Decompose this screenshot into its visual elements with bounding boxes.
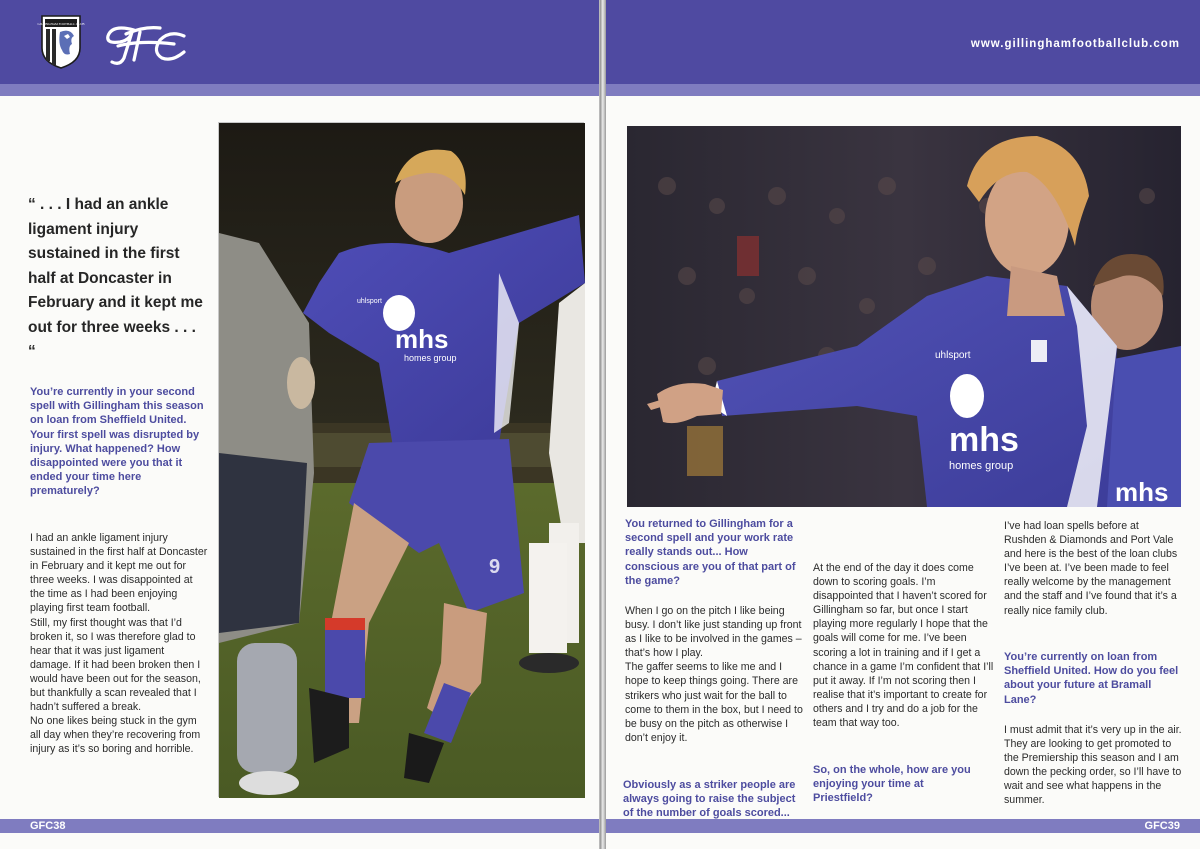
answer-5: I must admit that it’s very up in the air. They are looking to get promoted to the Premiership this season and I am down the pecking order, so I’ll have to wait and see what happens in the summer.: [1004, 724, 1182, 807]
footer-band: [606, 819, 1200, 833]
question-1: You’re currently in your second spell with Gillingham this season on loan from Sheffield United. Your first spell was disrupted by injury. What happened? How disappointed were you that it ended your time here prematurely?: [30, 386, 204, 498]
answer-3: At the end of the day it does come down to scoring goals. I’m disappointed that I haven’t scored for Gillingham so far, but once I start playing more regularly I hope that the goals will come for me. I’ve been scoring a lot in training and if I get a chance in a game I’m confident that I’ll put it away. If I’m not scoring then I realise that it’s important to create for others and I try and do a job for the team that way too.: [813, 562, 994, 730]
right-page: [606, 0, 1200, 849]
pull-quote: “ . . . I had an ankle ligament injury sustained in the first half at Doncaster in February and it kept me out for three weeks . . . “: [28, 196, 203, 360]
bg-player-sponsor-text: mhs: [1115, 477, 1169, 507]
header-rule: [606, 84, 1200, 96]
answer-2-paragraph: The gaffer seems to like me and I hope to keep things going. There are strikers who just wait for the ball to come to them in the box, but I need to be busy on the pitch as otherwise I don’t enjoy it.: [625, 661, 803, 744]
shirt-sponsor-text: mhs: [949, 421, 1019, 459]
page-number: GFC38: [30, 820, 66, 832]
player-action-photo: [218, 122, 584, 797]
website-url: www.gillinghamfootballclub.com: [970, 38, 1180, 50]
header-rule: [0, 84, 599, 96]
answer-2-paragraph: When I go on the pitch I like being busy. I don’t like just standing up front as I like to be involved in the games – that’s how I play.: [625, 605, 802, 660]
player-pointing-photo: [627, 126, 1181, 507]
kit-brand-text: uhlsport: [357, 298, 382, 305]
answer-2: [625, 604, 805, 745]
header-band: [0, 0, 599, 84]
shirt-sponsor-subtext: homes group: [404, 353, 457, 363]
page-number: GFC39: [1144, 820, 1180, 832]
question-2: You returned to Gillingham for a second spell and your work rate really stands out... How conscious are you of that part of the game?: [625, 518, 796, 587]
question-4: So, on the whole, how are you enjoying your time at Priestfield?: [813, 764, 971, 805]
gfc-logo: [104, 18, 190, 68]
club-crest-icon: [37, 14, 85, 70]
kit-brand-text: uhlsport: [935, 350, 971, 361]
question-5: You’re currently on loan from Sheffield United. How do you feel about your future at Bramall Lane?: [1004, 651, 1179, 706]
shirt-sponsor-text: mhs: [395, 324, 449, 354]
answer-1: [30, 531, 208, 757]
answer-1-paragraph: No one likes being stuck in the gym all day when they’re recovering from injury as it’s so boring and horrible.: [30, 715, 201, 756]
shorts-number: 9: [489, 556, 501, 578]
answer-4: I’ve had loan spells before at Rushden & Diamonds and Port Vale and here is the best of the loan clubs I’ve been at. I’ve been made to feel really welcome by the management and the staff and I’ve found that it’s a really nice family club.: [1004, 520, 1178, 617]
shirt-sponsor-subtext: homes group: [949, 460, 1014, 472]
answer-1-paragraph: I had an ankle ligament injury sustained in the first half at Doncaster in February and it kept me out for three weeks. I was disappointed at the time as I had been enjoying playing first team football.: [30, 532, 208, 615]
question-3: Obviously as a striker people are always going to raise the subject of the number of goals scored...: [623, 779, 796, 820]
crest-text: GILLINGHAM FOOTBALL CLUB: [37, 22, 85, 26]
footer-band: [0, 819, 599, 833]
answer-1-paragraph: Still, my first thought was that I’d broken it, so I was therefore glad to hear that it was just ligament damage. If it had been broken then I would have been out for the season, but thankfully a scan revealed that I hadn’t suffered a break.: [30, 616, 201, 714]
